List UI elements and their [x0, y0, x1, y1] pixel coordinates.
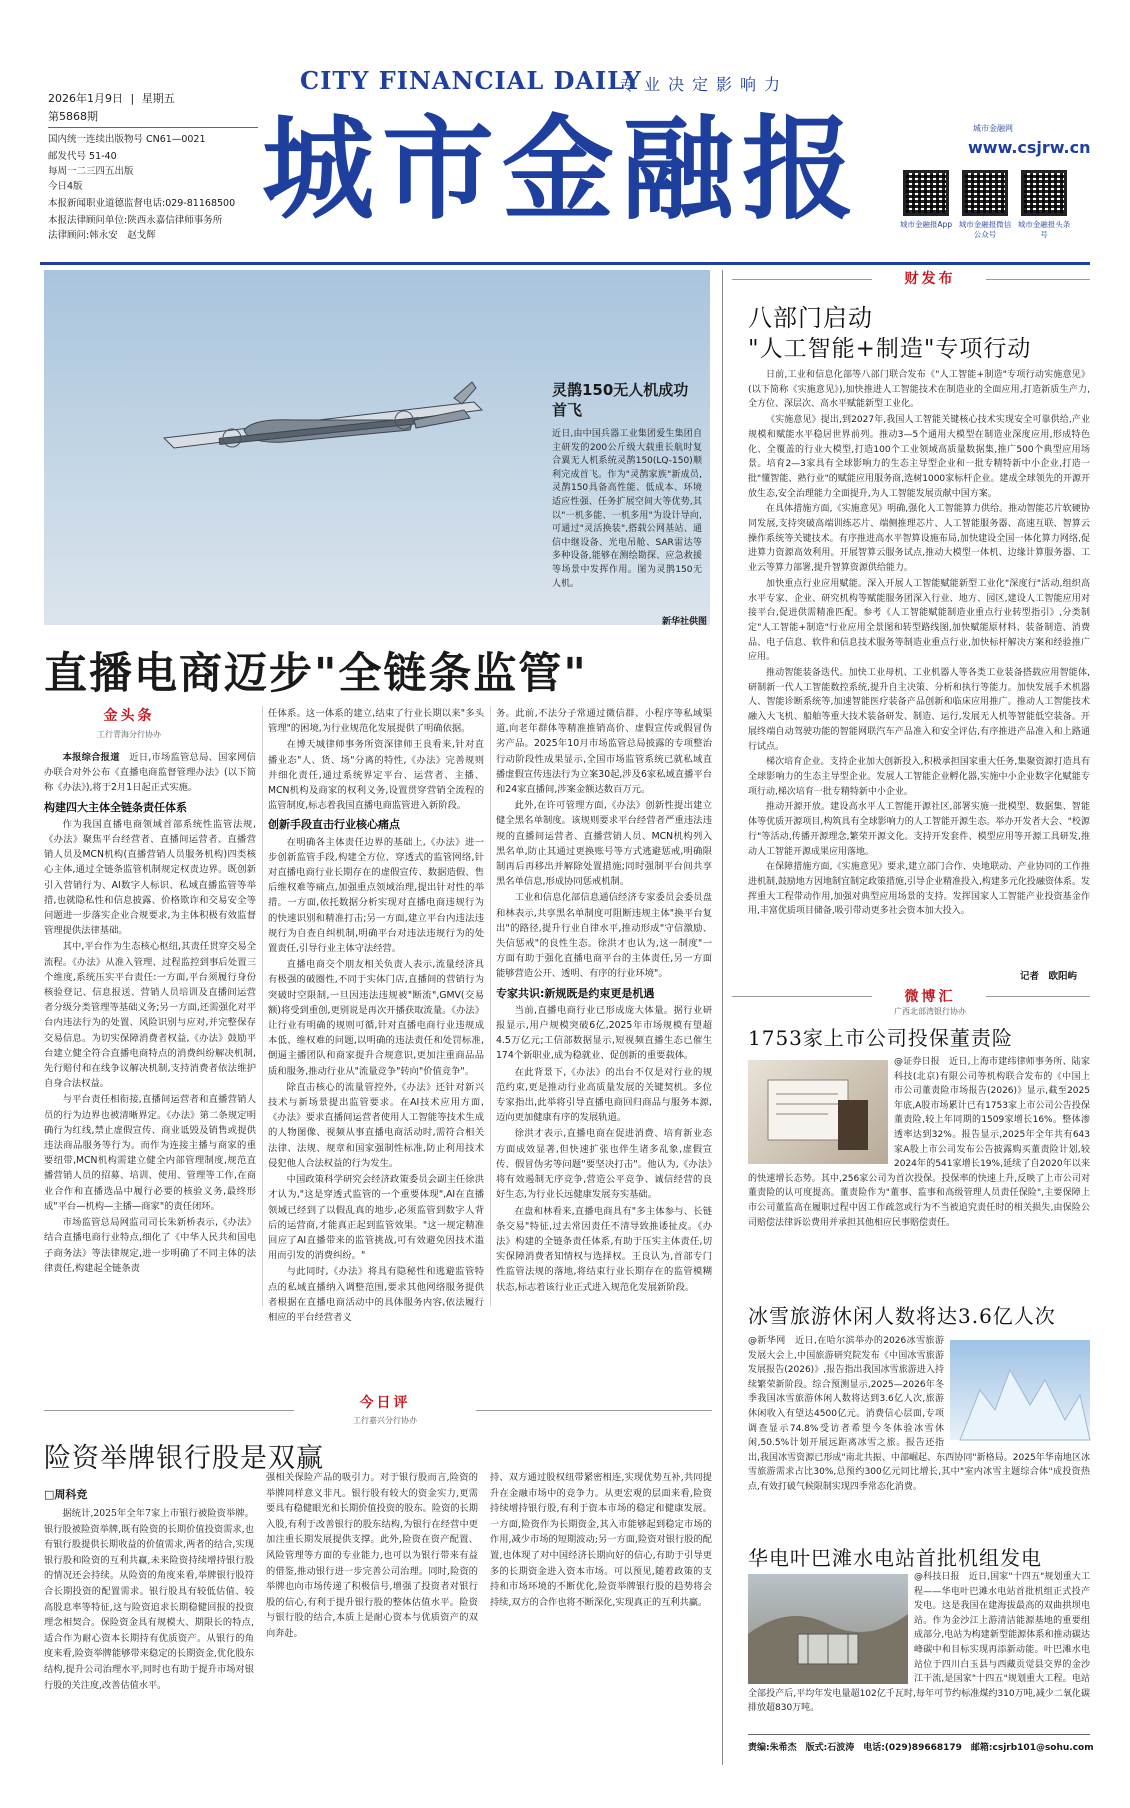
- right-para-8: 在保障措施方面,《实施意见》要求,建立部门合作、央地联动、产业协同的工作推进机制,鼓励地方因地制宜制定政策措施,引导企业精准投入,构建多元化投融资体系。发挥重大工程带动作用,加强对典型应用场景的支持。发挥国家人工智能产业投资基金作用,丰富优质项目储备,吸引带动更多社会资本加大投入。: [748, 862, 1090, 917]
- lead-col-divider-2: [490, 706, 491, 1306]
- lead-para-8: 在明确各主体责任边界的基础上,《办法》进一步创新监管手段,构建全方位、穿透式的监管网络,针对直播电商行业长期存在的虚假宣传、数据造假、售后维权难等痛点,加强重点领域治理,提出针对性的举措。一方面,依托数据分析实现对直播电商违规行为的快速识别和精准打击;另一方面,建立平台内违法违规行为自查自纠机制,明确平台对违法违规行为的处置责任,引导行业主体守法经营。: [268, 836, 484, 955]
- photo-credit: 新华社供图: [662, 617, 708, 627]
- editorial-para-3: 持、双方通过股权纽带紧密相连,实现优势互补,共同提升在金融市场中的竞争力。从更宏观的层面来看,险资持续增持银行股,有利于资本市场的稳定和健康发展。一方面,险资作为长期资金,其入市能够起到稳定市场的作用,减少市场的短期波动;另一方面,险资对银行股的配置,也体现了对中国经济长期向好的信心,有助于引导更多的长期资金进入资本市场。可以预见,随着政策的支持和市场环境的不断优化,险资举牌银行股的趋势将会持续,双方的合作也将不断深化,实现真正的互利共赢。: [490, 1472, 712, 1608]
- right-para-2: 《实施意见》提出,到2027年,我国人工智能关键核心技术实现安全可靠供给,产业规模和赋能水平稳居世界前列。推动3—5个通用大模型在制造业深度应用,形成特色化、全覆盖的行业大模型,打造100个工业领域高质量数据集,推广500个典型应用场景。培育2—3家具有全球影响力的生态主导型企业和一批专精特新中小企业,打造一批"懂智能、熟行业"的赋能应用服务商,选树1000家标杆企业。建成全球领先的开源开放生态,安全治理能力全面提升,为人工智能发展贡献中国方案。: [748, 415, 1090, 499]
- legal-counsel: 法律顾问:韩永安 赵戈辉: [48, 230, 156, 241]
- qr-code-toutiao[interactable]: [1021, 170, 1067, 216]
- weibo-tag: 微博汇: [904, 989, 956, 1005]
- newspaper-title: 城市金融报: [262, 104, 862, 235]
- lead-subhead-2: 创新手段直击行业核心痛点: [268, 818, 400, 832]
- masthead-divider: [40, 262, 1090, 265]
- lead-para-17: 在此背景下,《办法》的出台不仅是对行业的规范约束,更是推动行业高质量发展的关键契机。多位专家指出,此举将引导直播电商回归商品与服务本源,迈向更加健康有序的发展轨道。: [496, 1066, 712, 1124]
- weibo-item-1-title: 1753家上市公司投保董责险: [748, 1026, 1013, 1050]
- lead-para-11: 中国政策科学研究会经济政策委员会副主任徐洪才认为,"这是穿透式监管的一个重要体现",AI在直播领域已经到了以假乱真的地步,必须监管到数字人背后的运营商,才能真正起到监管效果。"这一规定精准回应了AI直播带来的监管挑战,可有效避免因技术滥用而引发的消费纠纷。": [268, 1174, 484, 1262]
- weibo-item-3-title: 华电叶巴滩水电站首批机组发电: [748, 1546, 1042, 1570]
- editorial-column-2: [266, 1470, 478, 1768]
- editorial-column-1: [44, 1506, 254, 1768]
- right-para-5: 推动智能装备迭代。加快工业母机、工业机器人等各类工业装备搭载应用智能体,研制新一代人工智能数控系统,提升自主决策、分析和执行等能力。加快发展手术机器人、智能诊断系统等,加速智能医疗装备产品创新和临床应用推广。推动人工智能技术融入大飞机、船舶等重大技术装备研发、制造、运行,发展无人机等智能低空装备。开展终端自动驾驶功能的智能网联汽车产品准入和安全评估,有序推进产品准入和上路通行试点。: [748, 668, 1090, 752]
- lead-tag-sponsor: 工行青海分行协办: [97, 730, 161, 739]
- right-para-1: 日前,工业和信息化部等八部门联合发布《"人工智能+制造"专项行动实施意见》(以下简称《实施意见》),加快推进人工智能技术在制造业的全面应用,打造新质生产力,全方位、深层次、高水平赋能新型工业化。: [748, 370, 1090, 410]
- english-title: CITY FINANCIAL DAILY: [300, 66, 642, 95]
- photo-caption-box: [552, 380, 712, 630]
- lead-tag: 金头条: [103, 708, 155, 724]
- lead-tag-box: [44, 705, 214, 745]
- footer-rule: [748, 1734, 1090, 1735]
- qr-label-app: 城市金融报App: [899, 220, 953, 229]
- lead-para-18: 徐洪才表示,直播电商在促进消费、培育新业态方面成效显著,但快速扩张也伴生诸多乱象,虚假宣传、假冒伪劣等问题"要坚决打击"。他认为,《办法》将有效遏制无序竞争,营造公平竞争、诚信经营的良好生态,为行业长远健康发展夯实基础。: [496, 1128, 712, 1201]
- right-article-body: [748, 368, 1090, 968]
- website-link[interactable]: www.csjrw.cn: [968, 138, 1091, 157]
- weibo-item-2-text: [748, 1334, 1090, 1524]
- editorial-para-1: 据统计,2025年全年7家上市银行被险资举牌。银行股被险资举牌,既有险资的长期价值投资需求,也有银行股提供长期收益的价值需求,两者的结合,实现银行股和险资的互利共赢,未来险资持续增持银行股的情况还会持续。从险资的角度来看,举牌银行股符合长期投资的配置需求。银行股具有较低估值、较高股息率等特征,这与险资追求长期稳健回报的投资理念相契合。保险资金具有规模大、期限长的特点,适合作为耐心资本长期持有优质资产。从银行的角度来看,险资举牌能够带来稳定的长期资金,优化股东结构,提升公司治理水平,同时也有助于提升市场对银行股的关注度,改善估值水平。: [44, 1508, 254, 1691]
- lead-para-3: 其中,平台作为生态核心枢纽,其责任贯穿交易全流程。《办法》从准入管理、过程监控到事后处置三个维度,系统压实平台责任:一方面,平台须履行身份核验登记、信息报送、营销人员培训及直播间运营者分级分类管理等基础义务;另一方面,还需强化对平台内违法行为的处置、风险识别与应对,并完整保存交易信息。为切实保障消费者权益,《办法》鼓励平台建立健全符合直播电商特点的消费纠纷解决机制,先行赔付和在线争议解决机制,支持消费者依法维护自身合法权益。: [44, 941, 256, 1090]
- right-column-divider: [722, 270, 723, 1765]
- right-tag: 财发布: [904, 271, 956, 287]
- lead-para-15: 工业和信息化部信息通信经济专家委员会委员盘和林表示,共享黑名单制度可阻断违规主体"换平台复出"的路径,提升行业自律水平,推动形成"守信激励、失信惩戒"的良性生态。徐洪才也认为,这一制度"一方面有助于强化直播电商平台的主体责任,另一方面能够营造公开、透明、有序的行业环境"。: [496, 892, 712, 980]
- cn-number: 国内统一连续出版物号 CN61—0021: [48, 134, 206, 145]
- editorial-tag-sponsor: 工行嘉兴分行协办: [353, 1416, 417, 1425]
- weibo-item-1-text: [748, 1055, 1090, 1265]
- weibo-tag-rule-left: [732, 996, 872, 997]
- editorial-tag-box: [300, 1392, 470, 1428]
- lead-para-2: 作为我国直播电商领域首部系统性监管法规,《办法》聚焦平台经营者、直播间运营者、直播营销人员及MCN机构(直播营销人员服务机构)四类核心主体,通过全链条监管机制规定权责边界。既创新引入营销行为、AI数字人标识、私域直播监管等举措,也就隐私性和信息披露、价格欺诈和交易安全等问题进一步落实企业合规要求,为主体积极有效监督管理提供法律基础。: [44, 818, 256, 937]
- photo-caption-text: 近日,由中国兵器工业集团爱生集团自主研发的200公斤级大载重长航时复合翼无人机系统灵鹊150(LQ-150)顺利完成首飞。作为"灵鹊家族"新成员,灵鹊150具备高性能、低成本、环境适应性强、任务扩展空间大等优势,其以"一机多能、一机多用"为设计导向,可通过"灵活换装",搭载公网基站、通信中继设备、光电吊舱、SAR雷达等多种设备,能够在测绘勘探、应急救援等场景中发挥作用。图为灵鹊150无人机。: [552, 429, 702, 589]
- lead-subhead-1: 构建四大主体全链条责任体系: [44, 800, 187, 814]
- lead-para-10: 除直击核心的流量管控外,《办法》还针对新兴技术与新场景提出监管要求。在AI技术应用方面,《办法》要求直播间运营者使用人工智能等技术生成的人物图像、视频从事直播电商活动时,需符合相关法律、法规、规章和国家强制性标准,防止利用技术侵犯他人合法权益的行为发生。: [268, 1081, 484, 1169]
- editorial-para-2: 强相关保险产品的吸引力。对于银行股而言,险资的举牌同样意义非凡。银行股有较大的资金实力,更需要具有稳健眼光和长期价值投资的股东。险资的长期入股,有利于改善银行的股东结构,为银行在经营中更加注重长期发展提供支撑。此外,险资在资产配置、风险管理等方面的专业能力,也可以为银行带来有益的借鉴,推动银行进一步完善公司治理。同时,险资的举牌也向市场传递了积极信号,增强了投资者对银行股的信心,有利于提升银行股的整体估值水平。险资与银行股的结合,本质上是耐心资本与优质资产的双向奔赴。: [266, 1472, 478, 1639]
- lead-col-divider-1: [262, 706, 263, 1306]
- weibo-tag-sponsor: 广西北部湾银行协办: [894, 1007, 966, 1016]
- right-tag-rule-left: [732, 279, 872, 280]
- lead-para-1: 近日,市场监管总局、国家网信办联合对外公布《直播电商监督管理办法》(以下简称《办法》),将于2月1日起正式实施。: [44, 752, 256, 794]
- editorial-byline: □周科竞: [44, 1488, 88, 1501]
- qr-code-app[interactable]: [903, 170, 949, 216]
- right-para-4: 加快重点行业应用赋能。深入开展人工智能赋能新型工业化"深度行"活动,组织高水平专家、企业、研究机构等赋能服务团深入行业、地方、园区,建设人工智能应用对接平台,促进供需精准匹配。参考《人工智能赋能制造业重点行业转型指引》,分类制定"人工智能+制造"行业应用全景图和转型路线图,加快赋能原材料、装备制造、消费品、电子信息、软件和信息技术服务等制造业重点行业,加快标杆解决方案和经验推广应用。: [748, 578, 1090, 663]
- lead-column-3: [496, 706, 712, 1310]
- masthead: [0, 0, 1130, 270]
- weibo-tag-rule-right: [986, 996, 1090, 997]
- right-para-6: 梯次培育企业。支持企业加大创新投入,积极承担国家重大任务,集聚资源打造具有全球影响力的生态主导型企业。发展人工智能企业孵化器,实施中小企业数字化赋能专项行动,梯次培育一批专精特新中小企业。: [748, 757, 1090, 797]
- lead-para-5: 市场监管总局网监司司长朱新桥表示,《办法》结合直播电商行业特点,细化了《中华人民共和国电子商务法》等法律规定,进一步明确了不同主体的法律责任,构建起全链条责: [44, 1217, 256, 1274]
- qr-code-wechat[interactable]: [962, 170, 1008, 216]
- right-tag-rule-right: [986, 279, 1090, 280]
- right-headline-line-1: 八部门启动: [748, 304, 873, 332]
- lead-para-14: 此外,在许可管理方面,《办法》创新性提出建立健全黑名单制度。该规则要求平台经营者严重违法违规的直播间运营者、直播营销人员、MCN机构列入黑名单,防止其通过更换账号等方式逃避惩戒,明确限制再后再移出并解除处置措施;同时强制平台间共享黑名单信息,形成协同惩戒机制。: [496, 800, 712, 888]
- weibo-item-3-body: @科技日报 近日,国家"十四五"规划重大工程——华电叶巴滩水电站首批机组正式投产发电。这是我国在建海拔最高的双曲拱坝电站。作为金沙江上游清洁能源基地的重要组成部分,电站为构建新型能源体系和推动碳达峰碳中和目标实现再添新动能。叶巴滩水电站位于四川白玉县与西藏贡觉县交界的金沙江干流,是国家"十四五"规划重大工程。电站全部投产后,平均年发电量超102亿千瓦时,每年可节约标准煤约310万吨,减少二氧化碳排放超830万吨。: [748, 1572, 1090, 1714]
- logo-mark: [973, 123, 1013, 134]
- lead-subhead-3: 专家共识:新规既是约束更是机遇: [496, 986, 655, 1000]
- lead-para-16: 当前,直播电商行业已形成庞大体量。据行业研报显示,用户规模突破6亿,2025年市场规模有望超4.5万亿元;工信部数据显示,短视频直播生态已催生174个新职业,成为稳就业、促创新的重要载体。: [496, 1004, 712, 1062]
- photo-caption-title: 灵鹊150无人机成功首飞: [552, 381, 689, 419]
- lead-para-13: 务。此前,不法分子常通过微信群、小程序等私域渠道,向老年群体等精准推销高价、虚假宣传或假冒伪劣产品。2025年10月市场监管总局披露的专项整治行动阶段性成果显示,全国市场监管系统已就私域直播虚假宣传违法行为立案30起,涉及6家私域直播平台和24家直播间,涉案金额达数百万元。: [496, 708, 712, 796]
- lead-para-19: 在盘和林看来,直播电商具有"多主体参与、长链条交易"特征,过去常因责任不清导致推诿扯皮。《办法》构建的全链条责任体系,有助于压实主体责任,切实保障消费者知情权与选择权。王良认为,首部专门性监管法规的落地,将结束行业长期存在的监管模糊状态,标志着该行业正式进入规范化发展新阶段。: [496, 1205, 712, 1293]
- lead-headline: 直播电商迈步"全链条监管": [44, 649, 588, 699]
- legal-firm: 本报法律顾问单位:陕西永嘉信律师事务所: [48, 215, 223, 226]
- hotline: 本报新闻职业道德监督电话:029-81168500: [48, 198, 236, 209]
- weibo-item-2-body: @新华网 近日,在哈尔滨举办的2026冰雪旅游发展大会上,中国旅游研究院发布《中国冰雪旅游发展报告(2026)》,报告指出我国冰雪旅游进入持续繁荣新阶段。综合预测显示,2025—2026年冬季我国冰雪旅游休闲人数将达到3.6亿人次,旅游休闲收入有望达4500亿元。消费信心层面,专项调查显示74.8%受访者希望今冬体验冰雪休闲,50.5%计划开展远距离冰雪之旅。报告还指出,我国冰雪资源已形成"南北共振、中部崛起、东西协同"新格局。2025年华南地区冰雪旅游需求占比30%,总预约300亿元同比增长,其中"室内冰雪主题综合体"成投资热点,有效打破气候限制实现四季常态化消费。: [748, 1336, 1090, 1492]
- lead-para-7: 在博天城律师事务所资深律师王良看来,针对直播业态"人、货、场"分离的特性,《办法》完善规则并细化责任,通过系统界定平台、运营者、主播、MCN机构及商家的权利义务,设置贯穿营销全流程的监管制度,标志着我国直播电商监管进入新阶段。: [268, 739, 484, 812]
- footer-credits: 责编:朱希杰 版式:石波涛 电话:(029)89668179 邮箱:csjrb101@sohu.com: [748, 1743, 1094, 1753]
- lead-para-4: 与平台责任相衔接,直播间运营者和直播营销人员的行为边界也被清晰界定。《办法》第二条规定明确行为红线,禁止虚假宣传、商业诋毁及销售或提供违法商品服务等行为。而作为连接主播与商家的重要纽带,MCN机构需建立健全内部管理制度,规范直播营销人员的招募、培训、使用、管理等工作,在商业合作和直播选品中履行必要的核验义务,最终形成"平台—机构—主播—商家"的责任闭环。: [44, 1094, 256, 1212]
- issue-date: 2026年1月9日 | 星期五: [48, 92, 175, 105]
- editorial-column-3: [490, 1470, 712, 1768]
- editorial-divider-right: [476, 1410, 712, 1411]
- lead-column-2: [268, 706, 484, 1323]
- right-para-7: 推动开源开放。建设高水平人工智能开源社区,部署实施一批模型、数据集、智能体等优质开源项目,构筑具有全球影响力的人工智能开源生态。举办开发者大会、"校源行"等活动,传播开源理念,繁荣开源文化。支持开发套件、模型应用等开源工具研发,推动人工智能开源成果应用落地。: [748, 802, 1090, 857]
- right-headline-line-2: "人工智能+制造"专项行动: [748, 336, 1032, 362]
- lead-byline: 本报综合报道: [62, 752, 120, 763]
- qr-label-toutiao: 城市金融报头条号: [1017, 220, 1071, 239]
- qr-label-wechat: 城市金融报微信公众号: [958, 220, 1012, 239]
- weibo-item-2-title: 冰雪旅游休闲人数将达3.6亿人次: [748, 1304, 1056, 1328]
- city-finance-net-label: 城市金融网: [973, 124, 1013, 133]
- frequency: 每周一二三四五出版: [48, 166, 134, 177]
- weibo-item-3-text: [748, 1570, 1090, 1730]
- issue-number: 第5868期: [48, 110, 98, 123]
- editorial-tag: 今日评: [359, 1395, 411, 1411]
- editorial-headline: 险资举牌银行股是双赢: [44, 1443, 324, 1474]
- right-para-3: 在具体措施方面,《实施意见》明确,强化人工智能算力供给。推动智能芯片软硬协同发展,支持突破高端训练芯片、端侧推理芯片、人工智能服务器、高速互联、智算云操作系统等关键技术。有序推进高水平智算设施布局,加快建设全国一体化算力网络,促进算力资源高效利用。开展智算云服务试点,推动大模型一体机、边缘计算服务器、工业云等算力部署,提升智算资源供给能力。: [748, 504, 1090, 574]
- lead-para-6: 任体系。这一体系的建立,结束了行业长期以来"多头管理"的困境,为行业规范化发展提供了明确依据。: [268, 708, 484, 735]
- lead-column-1: [44, 750, 256, 1310]
- lead-para-9: 直播电商交个朋友相关负责人表示,流量经济具有极强的破圈性,不同于实体门店,直播间的营销行为突破时空限制,一旦因违法违规被"断流",GMV(交易额)将受到重创,更别说是再次开播获取流量。《办法》让行业有明确的规则可循,针对直播电商行业违规成本低、维权难的问题,以明确的违法责任和处罚标准,倒逼主播团队和商家提升合规意识,更加注重商品品质和服务,推动行业从"流量竞争"转向"价值竞争"。: [268, 959, 484, 1077]
- right-reporter: 记者 欧阳屿: [1020, 971, 1078, 982]
- lead-para-12: 与此同时,《办法》将具有隐秘性和逃避监管特点的私域直播纳入调整范围,要求其他网络服务提供者根据在直播电商活动中的具体服务内容,依法履行相应的平台经营者义: [268, 1266, 484, 1323]
- slogan: 专业决定影响力: [620, 75, 789, 94]
- weibo-item-1-body: @证券日报 近日,上海市建纬律师事务所、陆家科技(北京)有限公司等机构联合发布的《中国上市公司董责险市场报告(2026)》显示,截至2025年底,A股市场累计已有1753家上市公司公告投保董责险,较上年同期的1509家增长16%。整体渗透率达到32%。报告显示,2025年全年共有643家A股上市公司发布公告披露购买董责险计划,较2024年的541家增长19%,延续了自2020年以来的快速增长态势。其中,256家公司为首次投保。投保率的快速上升,反映了上市公司对董责险的认可度提高。董责险作为"董事、监事和高级管理人员责任保险",主要保障上市公司董监高在履职过程中因工作疏忽或行为不当被追究责任时的相关损失,由保险公司赔偿法律诉讼费用并承担其他相应民事赔偿责任。: [748, 1057, 1090, 1228]
- postal-code: 邮发代号 51-40: [48, 151, 117, 162]
- page-count: 今日4版: [48, 181, 83, 192]
- editorial-divider: [44, 1410, 294, 1411]
